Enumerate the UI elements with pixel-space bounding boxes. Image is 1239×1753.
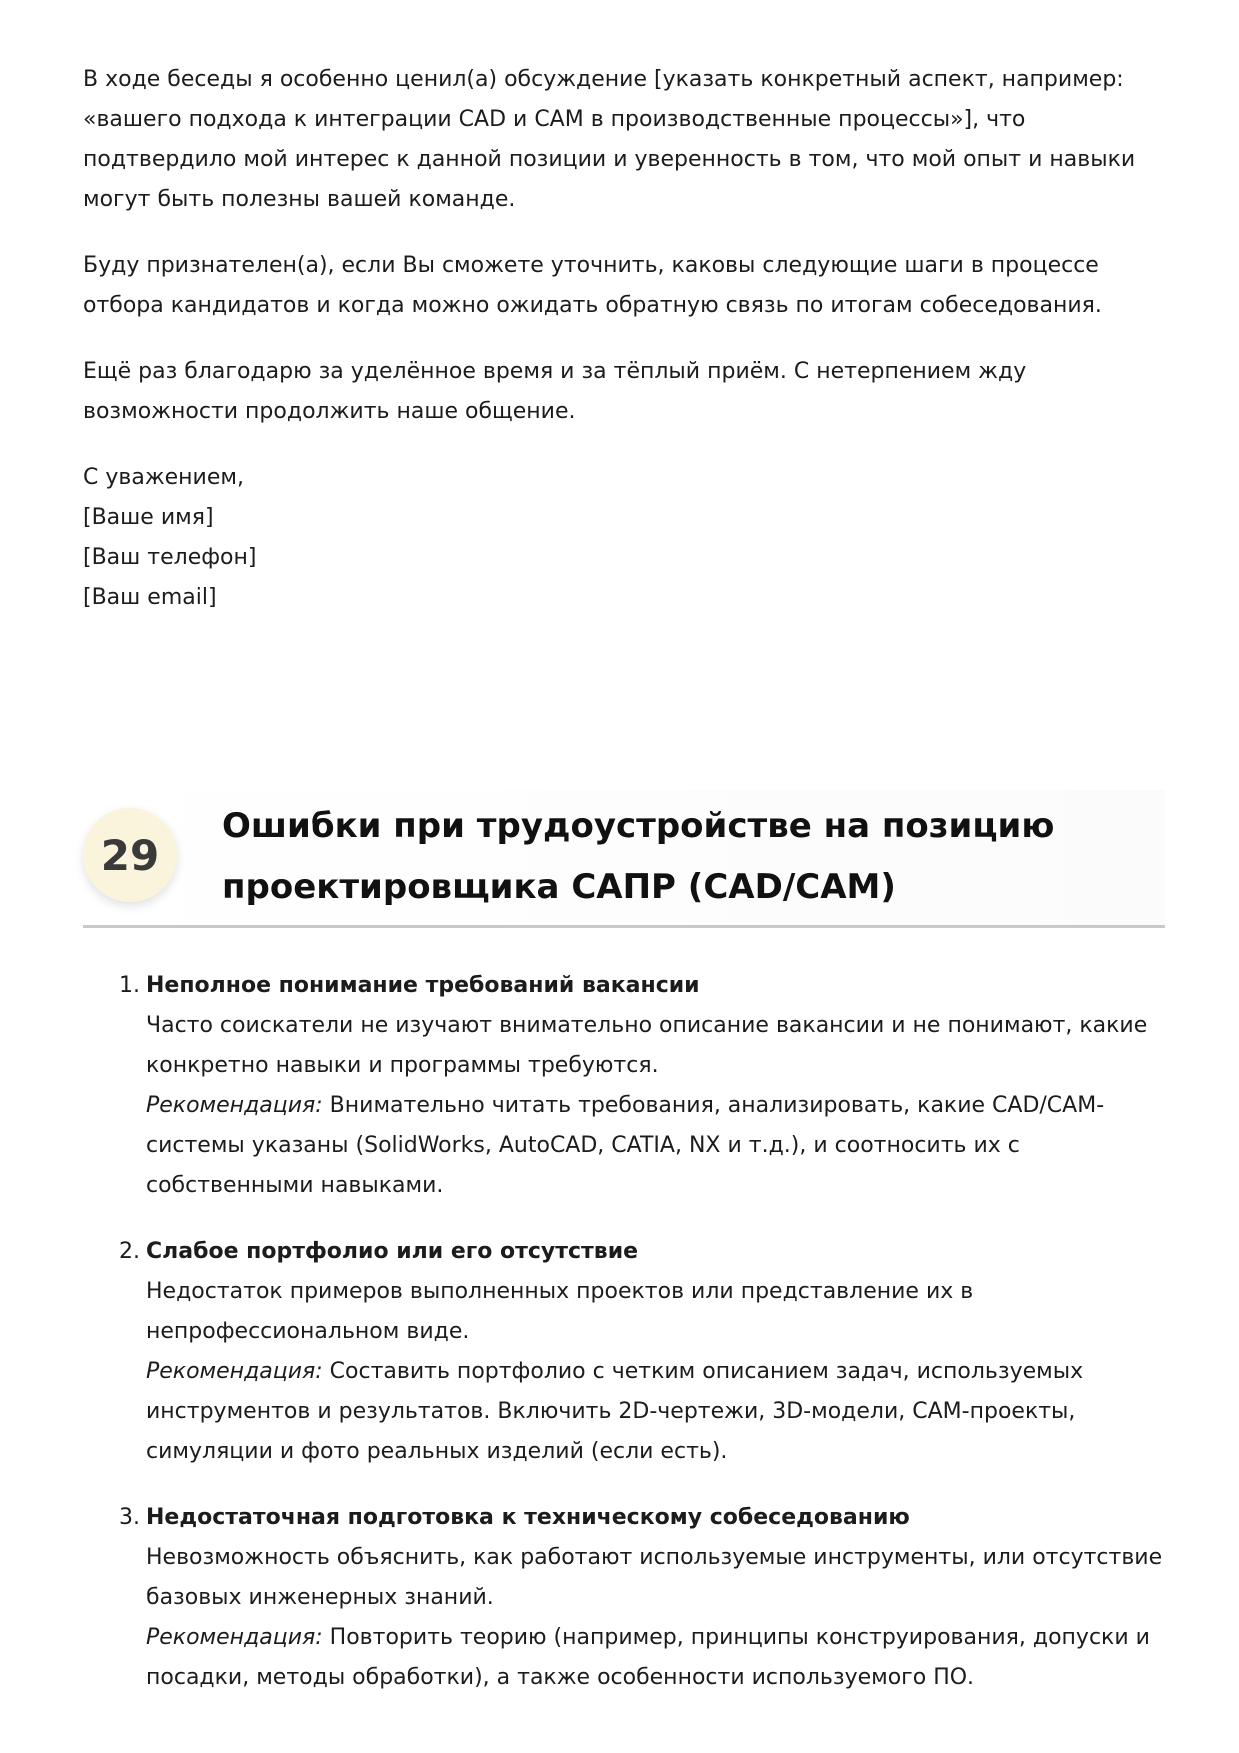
letter-paragraph: Ещё раз благодарю за уделённое время и за тёплый приём. С нетерпением жду возможности продолжить наше общение. [83,359,1027,424]
letter-paragraph: Буду признателен(а), если Вы сможете уточнить, каковы следующие шаги в процессе отбора кандидатов и когда можно ожидать обратную связь по итогам собеседования. [83,253,1102,318]
section-title: Ошибки при трудоустройстве на позицию проектировщика САПР (CAD/CAM) [222,806,1055,907]
recommendation-text: Внимательно читать требования, анализировать, какие CAD/CAM-системы указаны (SolidWorks, AutoCAD, CATIA, NX и т.д.), и соотносить их с собственными навыками. [146,1093,1105,1198]
list-item-number: 1. [119,973,140,998]
recommendation-text: Составить портфолио с четким описанием задач, используемых инструментов и результатов. Включить 2D-чертежи, 3D-модели, CAM-проекты, симуляции и фото реальных изделий (если есть). [146,1359,1084,1464]
section-header [83,790,1165,928]
list-item-title: Слабое портфолио или его отсутствие [146,1239,639,1264]
signoff-email: [Ваш email] [83,585,217,610]
recommendation-label: Рекомендация: [146,1093,323,1118]
letter-signoff [83,458,1165,618]
mistakes-list [83,966,1165,1724]
letter-body [83,60,1165,618]
signoff-closing: С уважением, [83,465,244,490]
recommendation-text: Повторить теорию (например, принципы конструирования, допуски и посадки, методы обработки), а также особенности используемого ПО. [146,1625,1150,1690]
list-item [83,1232,1165,1472]
signoff-name: [Ваше имя] [83,505,214,530]
list-item-recommendation [146,1352,1165,1472]
list-item-title: Недостаточная подготовка к техническому собеседованию [146,1505,910,1530]
list-item-title: Неполное понимание требований вакансии [146,973,700,998]
list-item-recommendation [146,1618,1165,1698]
list-item [83,1498,1165,1698]
list-item-recommendation [146,1086,1165,1206]
list-item-description: Невозможность объяснить, как работают используемые инструменты, или отсутствие базовых инженерных знаний. [146,1545,1163,1610]
letter-paragraph: В ходе беседы я особенно ценил(а) обсуждение [указать конкретный аспект, например: «вашего подхода к интеграции CAD и CAM в производственные процессы»], что подтвердило мой интерес к данной позиции и уверенность в том, что мой опыт и навыки могут быть полезны вашей команде. [83,67,1136,212]
recommendation-label: Рекомендация: [146,1359,323,1384]
list-item-number: 3. [119,1505,140,1530]
signoff-phone: [Ваш телефон] [83,545,257,570]
list-item-description: Недостаток примеров выполненных проектов или представление их в непрофессиональном виде. [146,1279,974,1344]
recommendation-label: Рекомендация: [146,1625,323,1650]
list-item [83,966,1165,1206]
list-item-number: 2. [119,1239,140,1264]
section-number-badge: 29 [83,808,177,902]
list-item-description: Часто соискатели не изучают внимательно описание вакансии и не понимают, какие конкретно навыки и программы требуются. [146,1013,1148,1078]
